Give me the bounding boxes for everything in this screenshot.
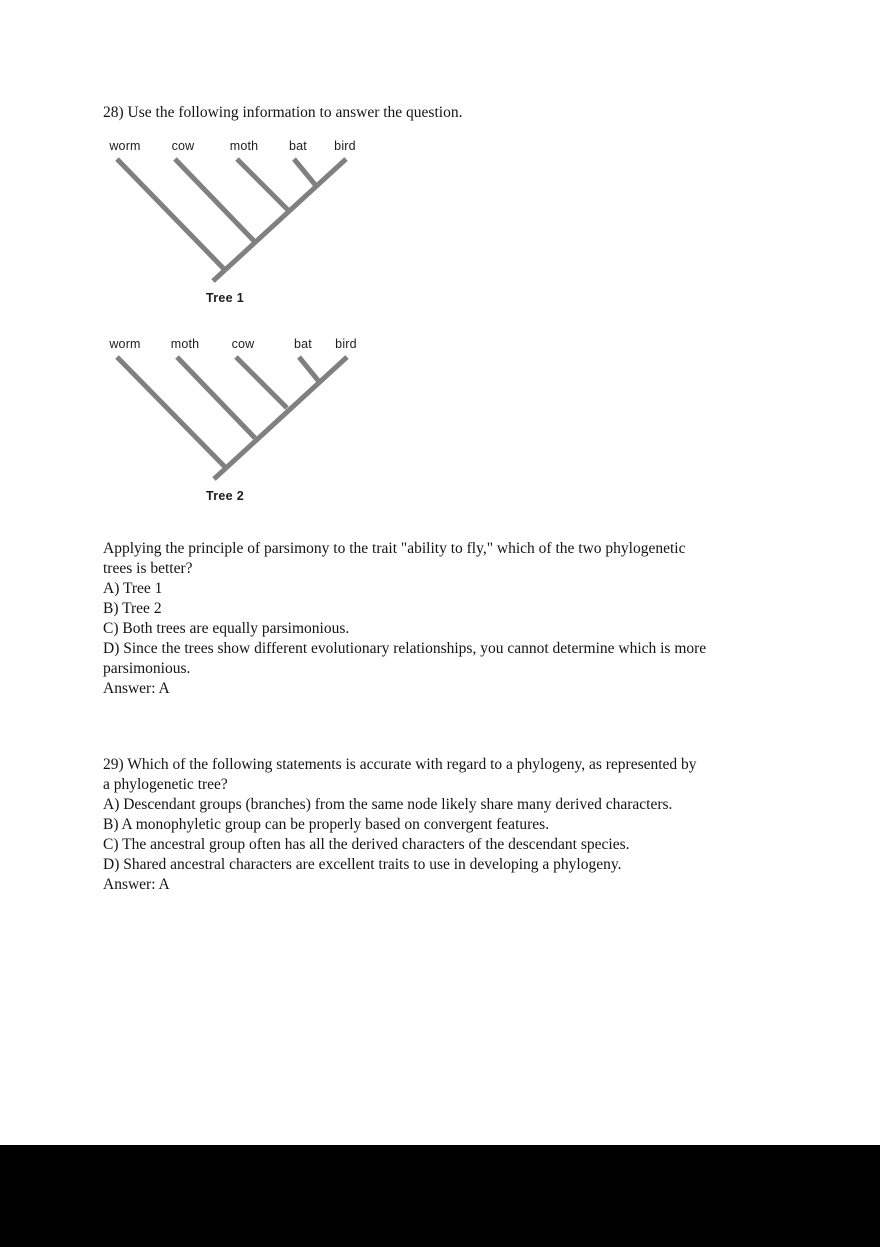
tree-1-leaf-label-bird: bird: [334, 139, 356, 153]
question-28-choice-b[interactable]: B) Tree 2: [103, 600, 162, 617]
question-29-choice-d[interactable]: D) Shared ancestral characters are excellent traits to use in developing a phylogeny.: [103, 856, 622, 873]
tree-1-figure: [103, 139, 403, 319]
question-separator-gap: [103, 699, 793, 755]
question-29-choice-b[interactable]: B) A monophyletic group can be properly based on convergent features.: [103, 816, 550, 833]
tree-2-leaf-label-moth: moth: [170, 337, 200, 351]
tree-2-leaf-label-worm: worm: [109, 337, 141, 351]
tree-1-leaf-label-moth: moth: [229, 139, 259, 153]
question-29-prompt-line-1: 29) Which of the following statements is accurate with regard to a phylogeny, as represented by: [103, 756, 697, 773]
tree-2-moth-branch: [177, 357, 255, 438]
question-28-stem: 28) Use the following information to answer the question.: [103, 104, 463, 121]
tree-1-worm-branch: [117, 159, 225, 270]
question-29-choice-c[interactable]: C) The ancestral group often has all the derived characters of the descendant species.: [103, 836, 630, 853]
tree-2-caption: Tree 2: [206, 489, 244, 503]
tree-2-bat-branch: [299, 357, 321, 384]
question-29-body: [103, 755, 793, 895]
question-28-answer: Answer: A: [103, 680, 170, 697]
question-28-body: [103, 539, 793, 699]
tree-2-cladogram: [103, 337, 403, 482]
tree-1-caption: Tree 1: [206, 291, 244, 305]
question-29-choice-a[interactable]: A) Descendant groups (branches) from the same node likely share many derived characters.: [103, 796, 673, 813]
question-28-prompt-line-2: trees is better?: [103, 560, 193, 577]
tree-1-moth-branch: [237, 159, 288, 210]
tree-1-backbone-branch: [225, 159, 346, 270]
question-28-choice-c[interactable]: C) Both trees are equally parsimonious.: [103, 620, 350, 637]
tree-2-cow-branch: [236, 357, 287, 408]
tree-2-leaf-label-bird: bird: [335, 337, 357, 351]
tree-1-leaf-label-bat: bat: [289, 139, 307, 153]
question-28-choice-d[interactable]: D) Since the trees show different evolutionary relationships, you cannot determine which is more: [103, 640, 707, 657]
tree-1-leaf-label-cow: cow: [171, 139, 195, 153]
tree-1-cladogram: [103, 139, 403, 284]
tree-2-figure: [103, 337, 403, 517]
tree-1-bat-branch: [294, 159, 317, 187]
tree-2-worm-branch: [117, 357, 226, 468]
page-bottom-black-band: [0, 1145, 880, 1247]
tree-1-leaf-label-worm: worm: [109, 139, 141, 153]
question-28-choice-d-continued: parsimonious.: [103, 660, 191, 677]
question-28-choice-a[interactable]: A) Tree 1: [103, 580, 163, 597]
question-29-prompt-line-2: a phylogenetic tree?: [103, 776, 228, 793]
document-content: [103, 103, 793, 895]
tree-2-leaf-label-cow: cow: [231, 337, 255, 351]
tree-2-leaf-label-bat: bat: [294, 337, 312, 351]
tree-2-backbone-branch: [226, 357, 347, 468]
question-28-prompt-line-1: Applying the principle of parsimony to the trait "ability to fly," which of the two phylogenetic: [103, 540, 686, 557]
question-29-answer: Answer: A: [103, 876, 170, 893]
